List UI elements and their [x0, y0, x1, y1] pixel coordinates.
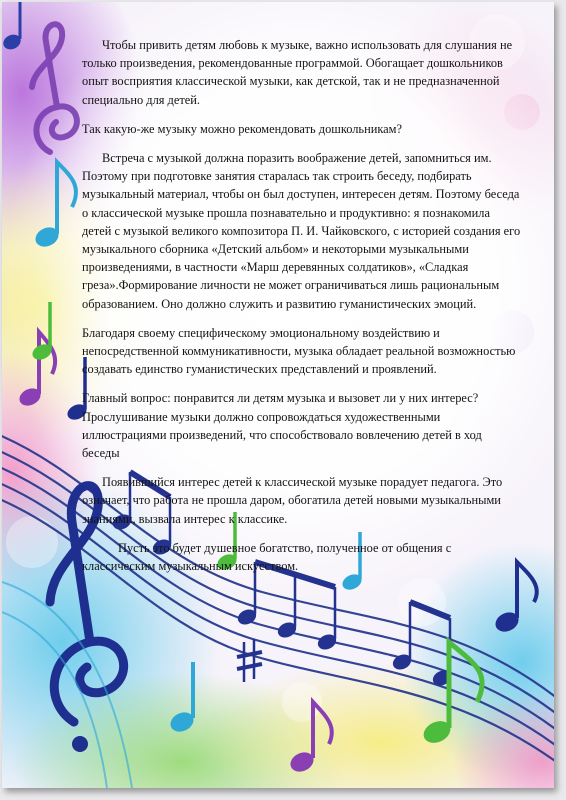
document-page	[2, 2, 554, 788]
paragraph-question: Так какую-же музыку можно рекомендовать дошкольникам?	[82, 121, 403, 136]
article-text	[82, 36, 522, 586]
paragraph-closing: Пусть это будет душевное богатство, полученное от общения с классическим музыкальным искусством.	[82, 540, 452, 574]
paragraph-main-question: Главный вопрос: понравится ли детям музыка и вызовет ли у них интерес? Прослушивание музыки должно сопровождаться художественными иллюстрациями произведений, что способствовало вовлечению детей в ход беседы	[82, 391, 482, 461]
paragraph-influence: Благодаря своему специфическому эмоциональному воздействию и непосредственной коммуникативности, музыка обладает реальной возможностью создавать единство гуманистических представлений и проявлений.	[82, 325, 516, 377]
paragraph-meeting: Встреча с музыкой должна поразить воображение детей, запомниться им. Поэтому при подготовке занятия старалась так строить беседу, подбирать музыкальный материал, чтобы он был доступен, интересен детям. Поэтому беседа о классической музыке прошла познавательно и продуктивно: я познакомила детей с музыкой великого композитора П. И. Чайковского, с историей создания его музыкального сборника «Детский альбом» и некоторыми музыкальными произведениями, в частности «Марш деревянных солдатиков», «Сладкая греза».Формирование личности не может ограничиваться лишь рациональным образованием. Оно должно служить и развитию гуманистических эмоций.	[82, 151, 521, 311]
paragraph-intro: Чтобы привить детям любовь к музыке, важно использовать для слушания не только произведения, рекомендованные программой. Обогащает дошкольников опыт восприятия классической музыки, как детской, так и не предназначенной специально для детей.	[82, 38, 513, 107]
paragraph-interest: Появившийся интерес детей к классической музыке порадует педагога. Это означает, что работа не прошла даром, обогатила детей новыми музыкальными знаниями, вызвала интерес к классике.	[82, 475, 503, 526]
